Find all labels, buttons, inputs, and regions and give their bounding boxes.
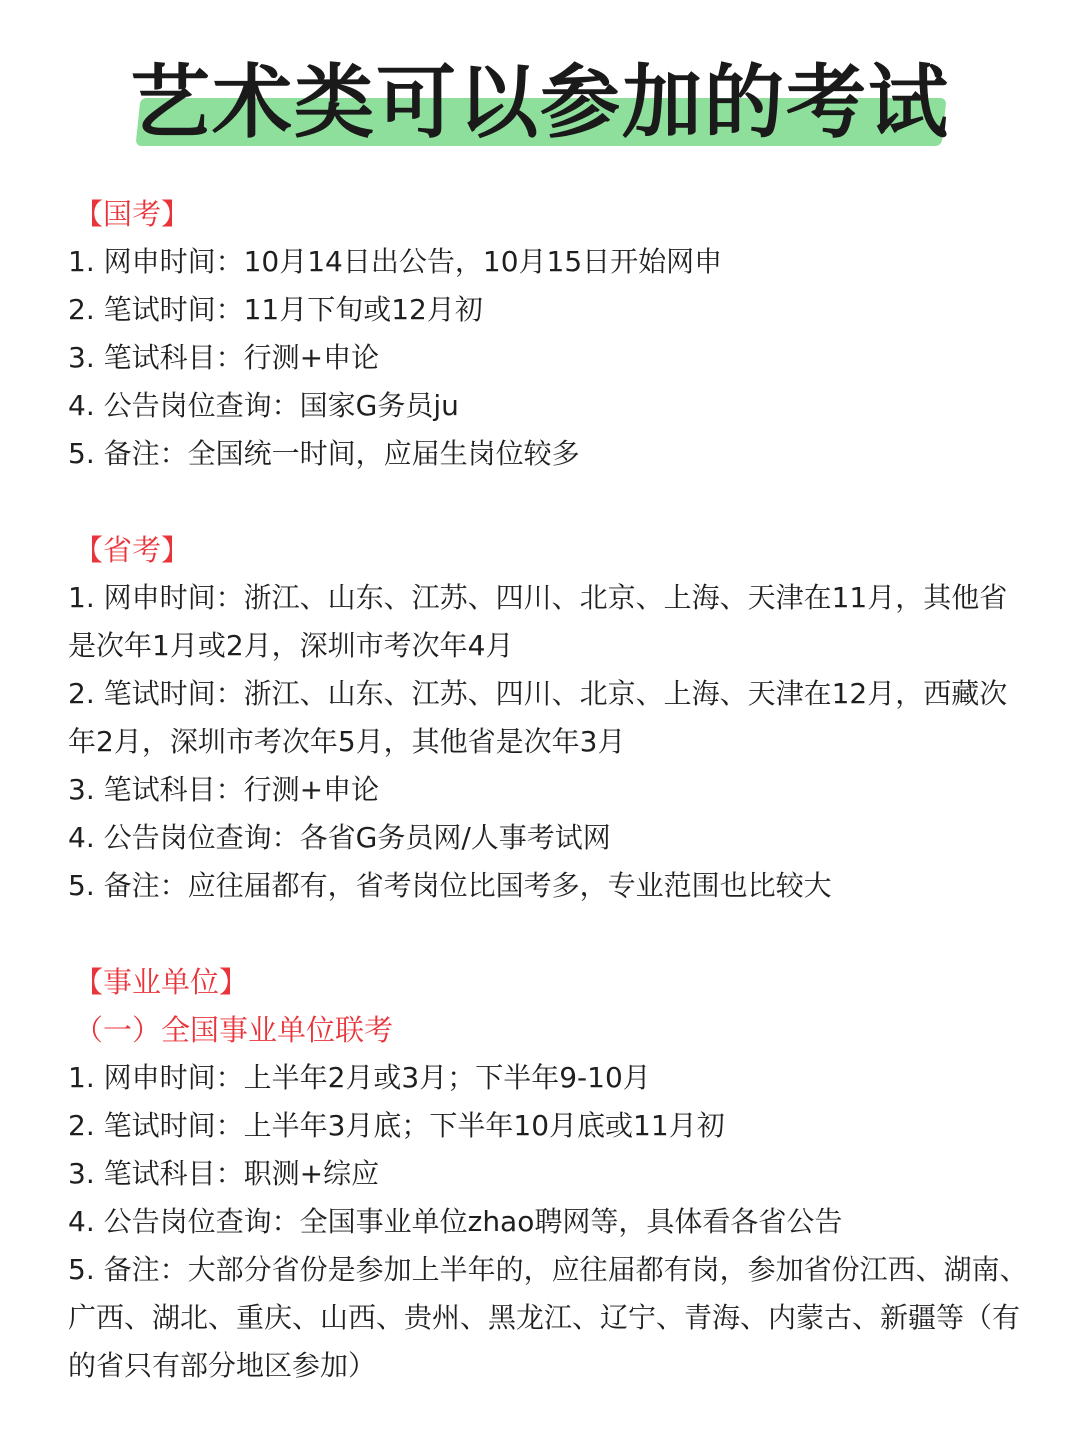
section-header: 【事业单位】: [74, 965, 249, 999]
list-item: 1. 网申时间：上半年2月或3月；下半年9-10月: [68, 1061, 651, 1094]
content: [68, 190, 1028, 1390]
list-item: 5. 备注：应往届都有，省考岗位比国考多，专业范围也比较大: [68, 869, 832, 902]
section-header: 【省考】: [74, 533, 191, 567]
section-guokao: [68, 190, 1028, 478]
list-item: 4. 公告岗位查询：各省G务员网/人事考试网: [68, 821, 611, 854]
list-item: 2. 笔试时间：上半年3月底；下半年10月底或11月初: [68, 1109, 725, 1142]
section-shiyedanwei: [68, 958, 1028, 1390]
list-item: 4. 公告岗位查询：国家G务员ju: [68, 389, 459, 422]
title-block: [0, 48, 1080, 158]
list-item: 2. 笔试时间：浙江、山东、江苏、四川、北京、上海、天津在12月，西藏次年2月，深圳市考次年5月，其他省是次年3月: [68, 677, 1008, 758]
section-shengkao: [68, 526, 1028, 910]
list-item: 5. 备注：大部分省份是参加上半年的，应往届都有岗，参加省份江西、湖南、广西、湖北、重庆、山西、贵州、黑龙江、辽宁、青海、内蒙古、新疆等（有的省只有部分地区参加）: [68, 1253, 1028, 1382]
list-item: 3. 笔试科目：行测+申论: [68, 773, 380, 806]
section-subheader: （一）全国事业单位联考: [74, 1013, 394, 1047]
section-header: 【国考】: [74, 197, 191, 231]
page-title: 艺术类可以参加的考试: [130, 56, 950, 149]
list-item: 4. 公告岗位查询：全国事业单位zhao聘网等，具体看各省公告: [68, 1205, 843, 1238]
list-item: 1. 网申时间：浙江、山东、江苏、四川、北京、上海、天津在11月，其他省是次年1月或2月，深圳市考次年4月: [68, 581, 1008, 662]
list-item: 1. 网申时间：10月14日出公告，10月15日开始网申: [68, 245, 723, 278]
list-item: 2. 笔试时间：11月下旬或12月初: [68, 293, 483, 326]
list-item: 3. 笔试科目：职测+综应: [68, 1157, 380, 1190]
list-item: 3. 笔试科目：行测+申论: [68, 341, 380, 374]
list-item: 5. 备注：全国统一时间，应届生岗位较多: [68, 437, 580, 470]
